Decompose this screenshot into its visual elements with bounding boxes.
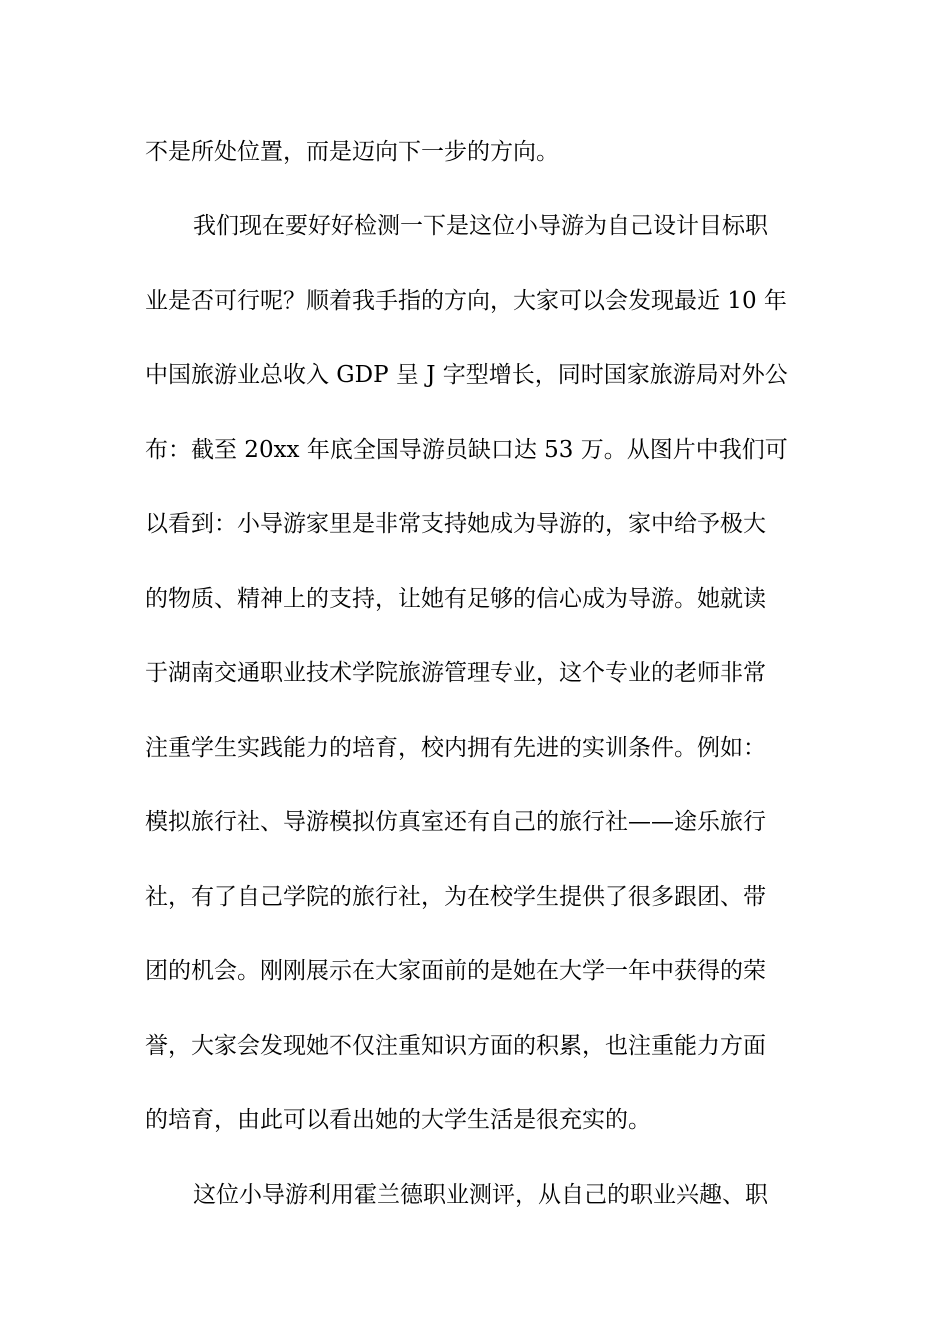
- text-line: 模拟旅行社、导游模拟仿真室还有自己的旅行社——途乐旅行: [145, 809, 766, 835]
- text-line: 业是否可行呢？顺着我手指的方向，大家可以会发现最近 10 年: [145, 288, 787, 314]
- text-line: 誉，大家会发现她不仅注重知识方面的积累，也注重能力方面: [145, 1033, 766, 1059]
- text-line: 布：截至 20xx 年底全国导游员缺口达 53 万。从图片中我们可: [145, 437, 788, 463]
- paragraph-start-line: 我们现在要好好检测一下是这位小导游为自己设计目标职: [193, 213, 768, 239]
- text-line: 不是所处位置，而是迈向下一步的方向。: [145, 139, 559, 165]
- text-line: 的培育，由此可以看出她的大学生活是很充实的。: [145, 1107, 651, 1133]
- text-line: 中国旅游业总收入 GDP 呈 J 字型增长，同时国家旅游局对外公: [145, 362, 788, 388]
- text-line: 注重学生实践能力的培育，校内拥有先进的实训条件。例如：: [145, 735, 766, 761]
- text-line: 社，有了自己学院的旅行社，为在校学生提供了很多跟团、带: [145, 884, 766, 910]
- text-line: 以看到：小导游家里是非常支持她成为导游的，家中给予极大: [145, 511, 766, 537]
- text-line: 团的机会。刚刚展示在大家面前的是她在大学一年中获得的荣: [145, 958, 766, 984]
- text-line: 的物质、精神上的支持，让她有足够的信心成为导游。她就读: [145, 586, 766, 612]
- text-line: 于湖南交通职业技术学院旅游管理专业，这个专业的老师非常: [145, 660, 766, 686]
- paragraph-start-line: 这位小导游利用霍兰德职业测评，从自己的职业兴趣、职: [193, 1182, 768, 1208]
